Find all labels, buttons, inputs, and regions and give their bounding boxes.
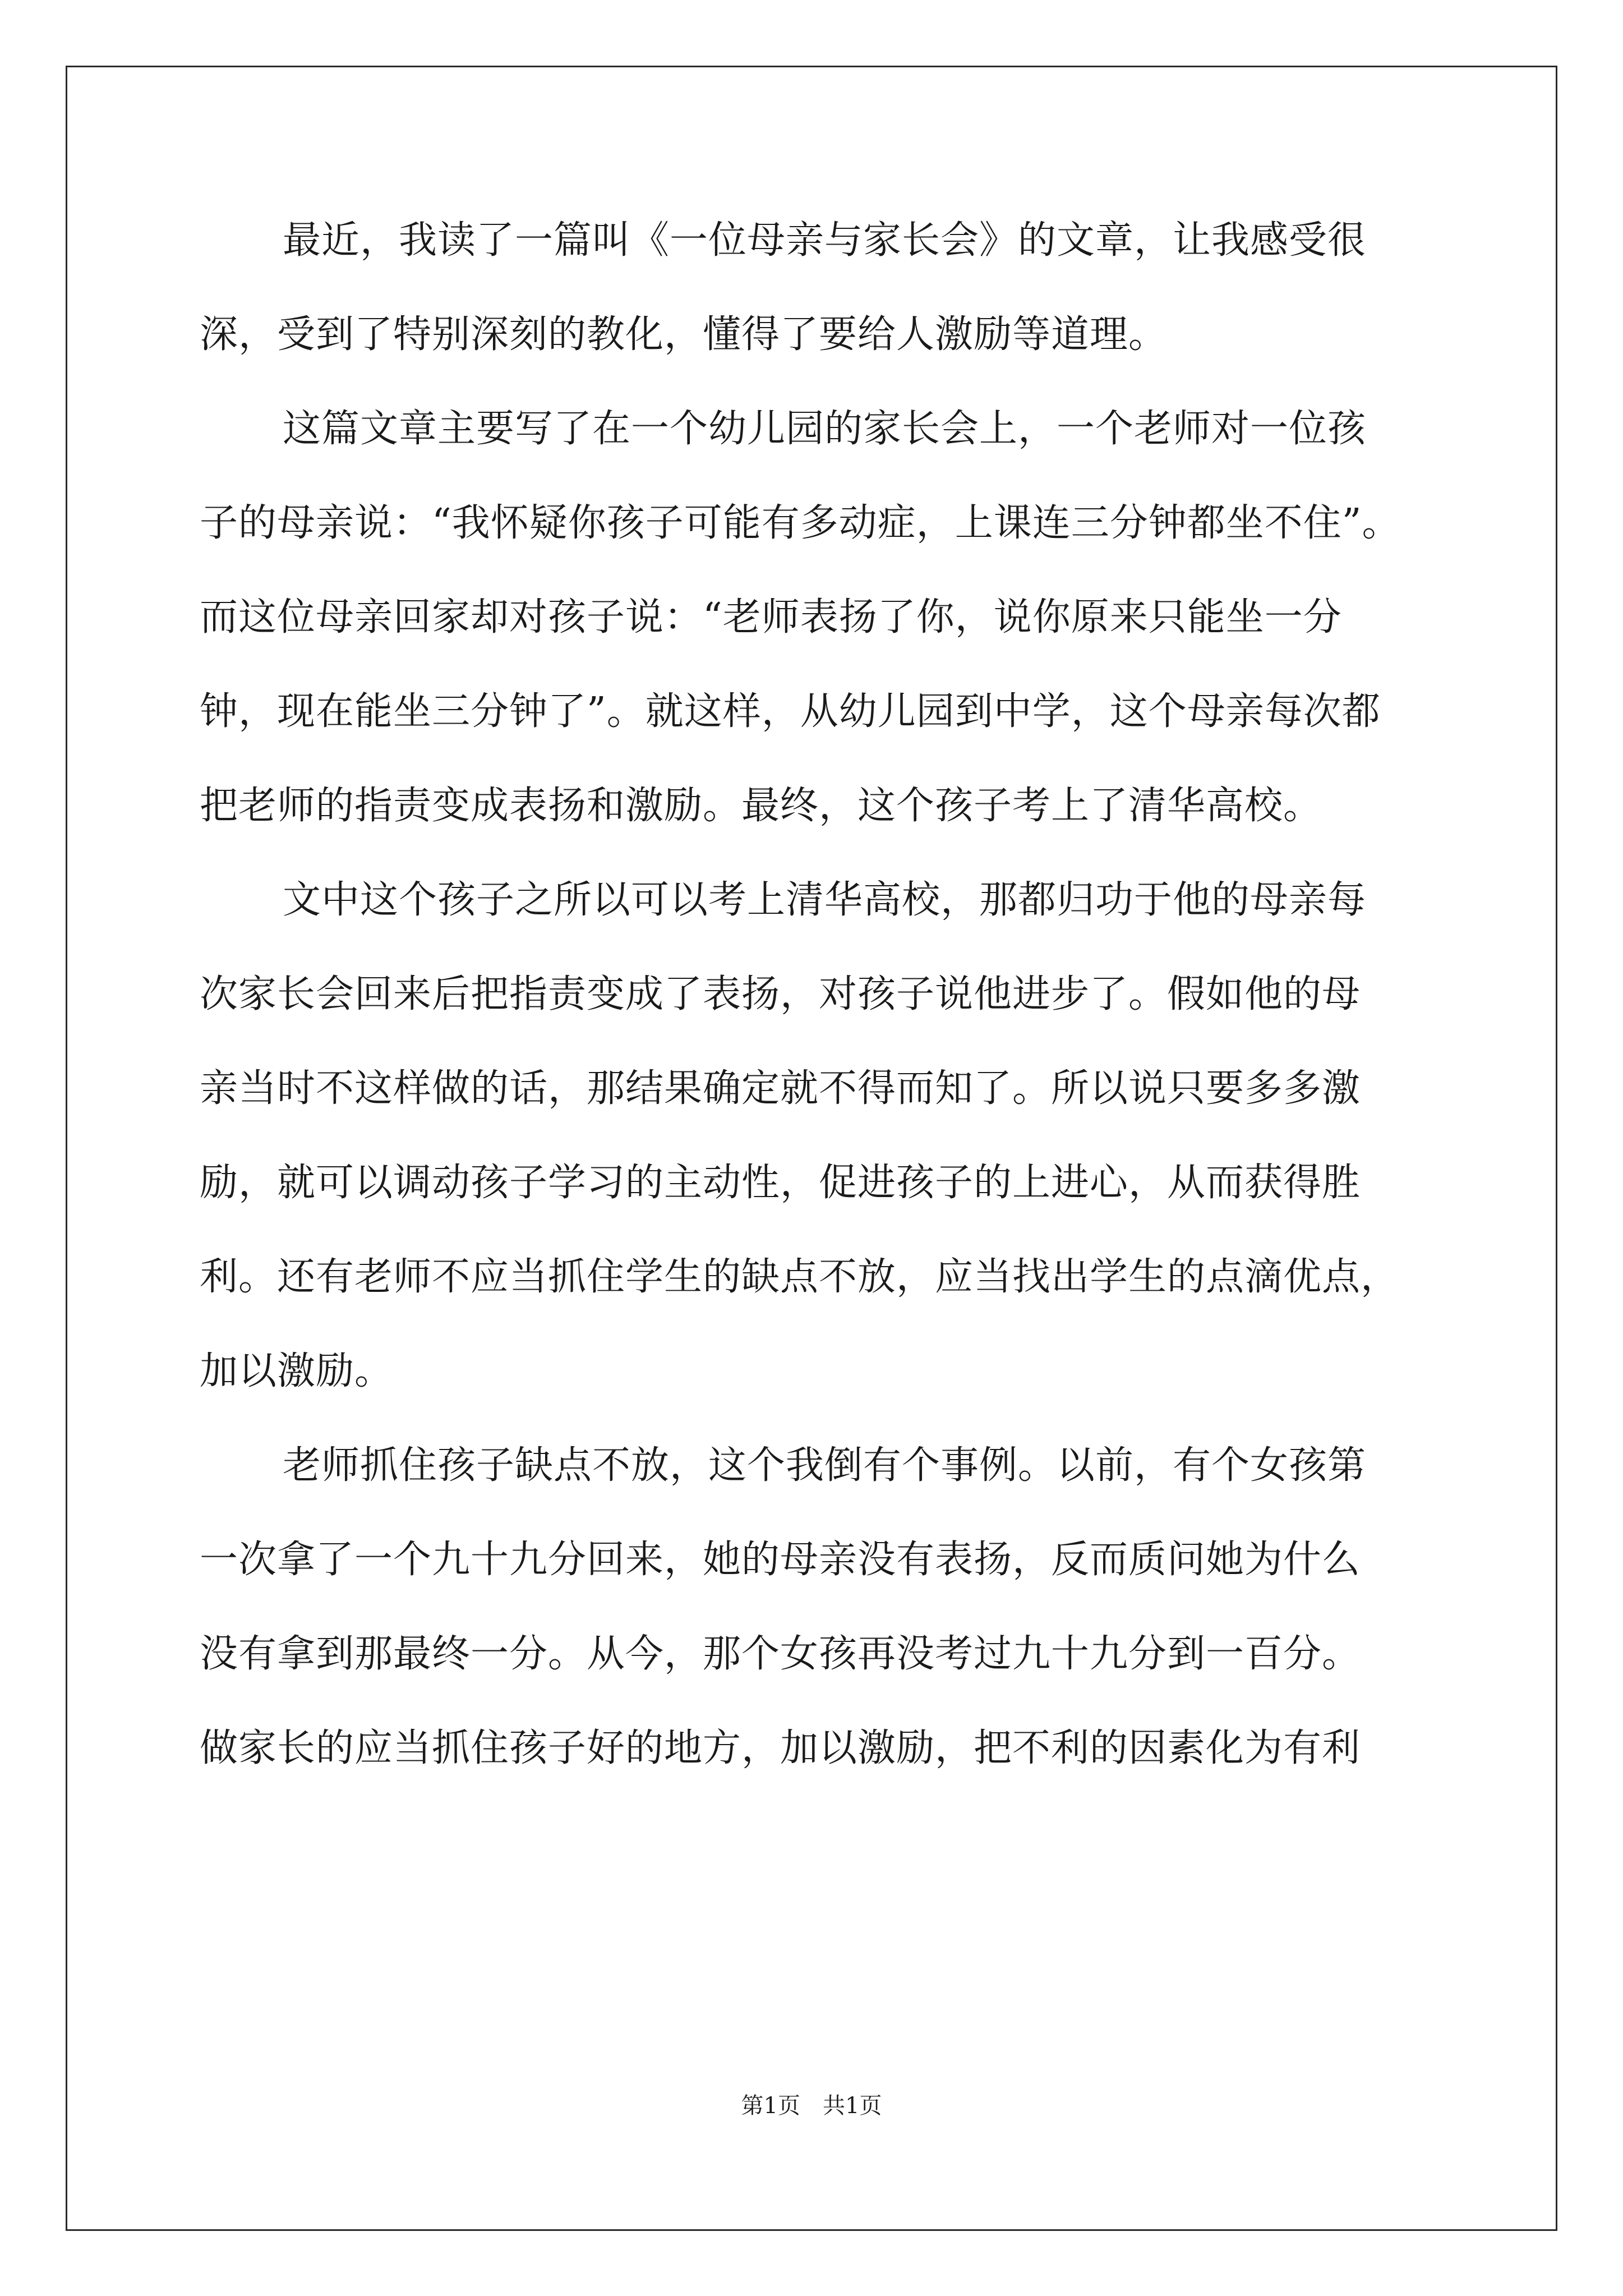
text-line: 利。还有老师不应当抓住学生的缺点不放，应当找出学生的点滴优点， — [200, 1255, 1400, 1299]
document-body — [200, 218, 1433, 2017]
page-number-total: 共1页 — [823, 2093, 882, 2119]
text-line: 而这位母亲回家却对孩子说：“老师表扬了你，说你原来只能坐一分 — [200, 595, 1342, 639]
text-line: 钟，现在能坐三分钟了”。就这样，从幼儿园到中学，这个母亲每次都 — [200, 689, 1381, 734]
text-line: 亲当时不这样做的话，那结果确定就不得而知了。所以说只要多多激 — [200, 1066, 1361, 1111]
text-line: 子的母亲说：“我怀疑你孩子可能有多动症，上课连三分钟都坐不住”。 — [200, 501, 1401, 545]
text-line: 没有拿到那最终一分。从今，那个女孩再没考过九十九分到一百分。 — [200, 1632, 1361, 1676]
text-line: 一次拿了一个九十九分回来，她的母亲没有表扬，反而质问她为什么 — [200, 1538, 1361, 1582]
text-line: 深，受到了特别深刻的教化，懂得了要给人激励等道理。 — [200, 312, 1168, 357]
text-line: 最近，我读了一篇叫《一位母亲与家长会》的文章，让我感受很 — [283, 218, 1367, 263]
text-line: 把老师的指责变成表扬和激励。最终，这个孩子考上了清华高校。 — [200, 784, 1322, 828]
text-line: 次家长会回来后把指责变成了表扬，对孩子说他进步了。假如他的母 — [200, 972, 1361, 1016]
text-line: 做家长的应当抓住孩子好的地方，加以激励，把不利的因素化为有利 — [200, 1726, 1361, 1770]
text-line: 文中这个孩子之所以可以考上清华高校，那都归功于他的母亲每 — [283, 878, 1367, 922]
text-line: 老师抓住孩子缺点不放，这个我倒有个事例。以前，有个女孩第 — [283, 1443, 1367, 1488]
page-number-current: 第1页 — [741, 2093, 800, 2119]
text-line: 加以激励。 — [200, 1349, 394, 1393]
text-line: 这篇文章主要写了在一个幼儿园的家长会上，一个老师对一位孩 — [283, 407, 1367, 451]
page-footer — [0, 2092, 1623, 2119]
text-line: 励，就可以调动孩子学习的主动性，促进孩子的上进心，从而获得胜 — [200, 1161, 1361, 1205]
